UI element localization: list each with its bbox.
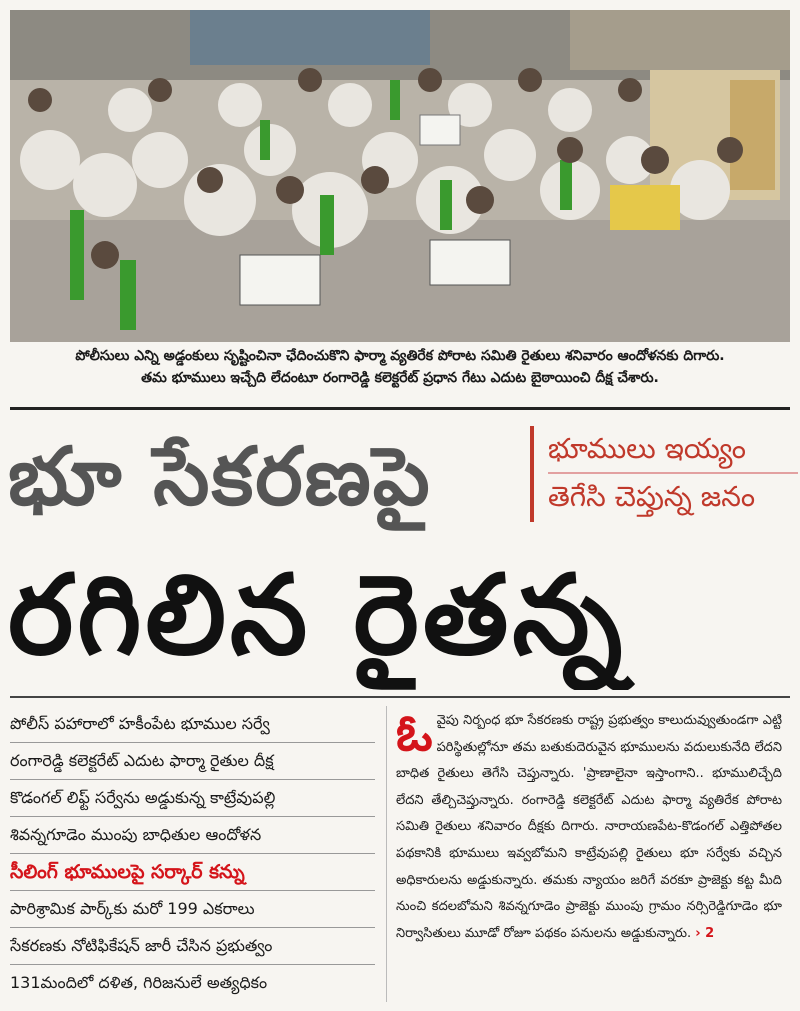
highlight-item: 131మందిలో దళిత, గిరిజనులే అత్యధికం	[10, 973, 268, 992]
continued-page-link[interactable]: › 2	[695, 925, 715, 941]
highlight-item: పారిశ్రామిక పార్క్‌కు మరో 199 ఎకరాలు	[10, 891, 375, 928]
subhead-line-2: తెగేసి చెప్తున్న జనం	[548, 480, 756, 513]
protest-photo	[10, 10, 790, 342]
caption-line-2: తమ భూములు ఇచ్చేది లేదంటూ రంగారెడ్డి కలెక్టరేట్ ప్రధాన గేటు ఎదుట బైఠాయించి దీక్ష చేశారు.	[141, 370, 659, 386]
subheadline	[530, 426, 798, 522]
highlights-list	[10, 706, 375, 1002]
highlight-item: పోలీస్ పహారాలో హకీంపేట భూముల సర్వే	[10, 706, 375, 743]
highlight-item: సేకరణకు నోటిఫికేషన్ జారీ చేసిన ప్రభుత్వం	[10, 928, 375, 965]
drop-cap: ఓ	[396, 704, 433, 762]
subhead-line-1: భూములు ఇయ్యం	[548, 426, 798, 474]
headline-top: భూ సేకరణపై	[8, 430, 432, 523]
column-separator	[386, 706, 387, 1002]
article-text: వైపు నిర్బంధ భూ సేకరణకు రాష్ట్ర ప్రభుత్వం కాలుదువ్వుతుండగా ఎట్టి పరిస్థితుల్లోనూ తమ బతుకుదెరువైన భూములను వదులుకునేది లేదని బాధిత రైతులు తెగేసి చెప్తున్నారు. 'ప్రాణాలైనా ఇస్తాంగాని.. భూములిచ్చేది లేదని తేల్చిచెప్తున్నారు. రంగారెడ్డి కలెక్టరేట్ ఎదుట ఫార్మా వ్యతిరేక పోరాట సమితి రైతులు శనివారం దీక్షకు దిగారు. నారాయణపేట-కొడంగల్ ఎత్తిపోతల పథకానికి భూములు ఇవ్వబోమని కాట్రేవుపల్లి రైతులు భూ సర్వేకు వచ్చిన అధికారులను అడ్డుకున్నారు. తమకు న్యాయం జరిగే వరకూ ప్రాజెక్టు కట్ట మీది నుంచి కదలబోమని శివన్నగూడెం ప్రాజెక్టు ముంపు గ్రామం నర్సిరెడ్డిగూడెం భూ నిర్వాసితులు మూడో రోజూ పథకం పనులను అడ్డుకున్నారు.	[396, 713, 782, 941]
highlight-subheading: సీలింగ్ భూములపై సర్కార్ కన్ను	[10, 854, 375, 891]
section-divider	[10, 696, 790, 698]
highlight-item: కొడంగల్ లిఫ్ట్ సర్వేను అడ్డుకున్న కాట్రేవుపల్లి	[10, 780, 375, 817]
headline-main: రగిలిన రైతన్న	[8, 551, 627, 679]
article-body	[396, 704, 782, 1002]
highlight-item: రంగారెడ్డి కలెక్టరేట్ ఎదుట ఫార్మా రైతుల దీక్ష	[10, 743, 375, 780]
caption-line-1: పోలీసులు ఎన్ని అడ్డంకులు సృష్టించినా ఛేదించుకొని ఫార్మా వ్యతిరేక పోరాట సమితి రైతులు శనివారం ఆందోళనకు దిగారు.	[75, 348, 725, 364]
highlight-item: శివన్నగూడెం ముంపు బాధితుల ఆందోళన	[10, 817, 375, 854]
photo-caption	[10, 345, 790, 410]
